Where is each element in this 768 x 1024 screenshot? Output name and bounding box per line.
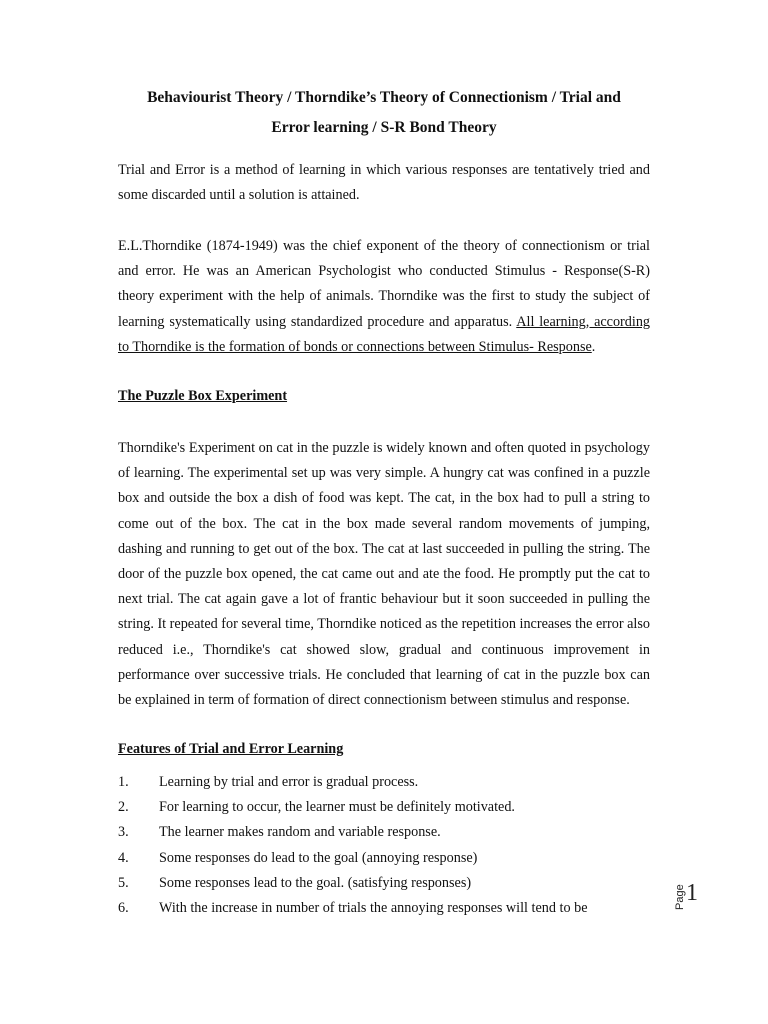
list-item-number: 1. (118, 774, 129, 790)
list-item-number: 6. (118, 899, 129, 916)
thorndike-end: . (591, 338, 596, 355)
list-item-number: 3. (118, 824, 129, 841)
page-number-marker (672, 880, 712, 940)
puzzle-box-paragraph: Thorndike's Experiment on cat in the puzzle is widely known and often quoted in psychology of learning. The experimental set up was very simple. A hungry cat was confined in a puzzle box and outside the box a dish of food was kept. The cat, in the box had to pull a string to come out of the box. The cat in the box made several random movements of jumping, dashing and running to get out of the box. The cat at last succeeded in pulling the string. The door of the puzzle box opened, the cat came out and ate the food. He promptly put the cat to next trial. The cat again gave a lot of frantic behaviour but it soon succeeded in pulling the string. It repeated for several time, Thorndike noticed as the repetition increases the error also reduced i.e., Thorndike's cat showed slow, gradual and continuous improvement in performance over successive trials. He concluded that learning of cat in the puzzle box can be explained in term of formation of direct connectionism between stimulus and response. (118, 440, 650, 709)
intro-paragraph: Trial and Error is a method of learning in which various responses are tentatively tried and some discarded until a solution is attained. (118, 162, 650, 204)
thorndike-text: E.L.Thorndike (1874-1949) was the chief exponent of the theory of connectionism or trial and error. He was an American Psychologist who conducted Stimulus - Response(S-R) theory experiment with the help of animals. Thorndike was the first to study the subject of learning systematically using standardized procedure and apparatus. (118, 238, 650, 330)
thorndike-paragraph (118, 234, 650, 360)
list-item-number: 2. (118, 799, 129, 816)
page-label: Page (674, 884, 686, 910)
document-title-line-1: Behaviourist Theory / Thorndike’s Theory of Connectionism / Trial and (147, 89, 621, 106)
list-item (118, 820, 658, 845)
list-item-text: For learning to occur, the learner must be definitely motivated. (159, 799, 515, 816)
list-item (118, 795, 658, 820)
list-item (118, 871, 658, 896)
list-item-number: 4. (118, 849, 129, 866)
document-title-line-2: Error learning / S-R Bond Theory (271, 119, 497, 136)
puzzle-box-heading: The Puzzle Box Experiment (118, 388, 288, 404)
list-item-number: 5. (118, 874, 129, 891)
thorndike-underlined-quote: All learning, according to Thorndike is the formation of bonds or connections between Stimulus- Response (118, 313, 651, 355)
list-item-text: Learning by trial and error is gradual process. (159, 774, 419, 790)
list-item-text: The learner makes random and variable response. (159, 824, 441, 841)
list-item-text: Some responses do lead to the goal (annoying response) (159, 849, 478, 866)
page-number: 1 (686, 880, 698, 906)
list-item (118, 846, 658, 871)
features-list (118, 770, 658, 921)
list-item-text: With the increase in number of trials the annoying responses will tend to be (159, 899, 588, 916)
list-item (118, 770, 658, 795)
features-heading: Features of Trial and Error Learning (118, 741, 344, 757)
list-item-text: Some responses lead to the goal. (satisfying responses) (159, 874, 472, 891)
list-item (118, 896, 658, 921)
